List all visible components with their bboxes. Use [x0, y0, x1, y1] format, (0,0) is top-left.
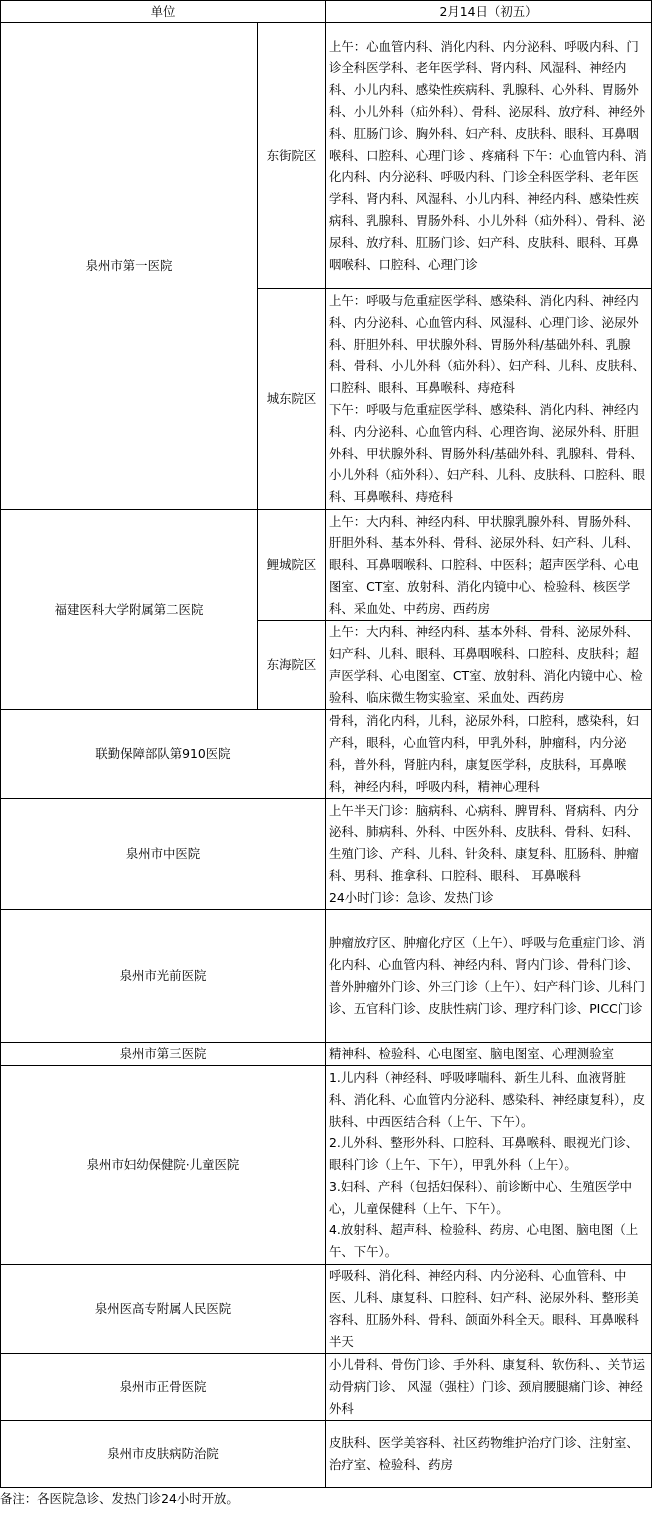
dept-line: 上午：呼吸与危重症医学科、感染科、消化内科、神经内科、内分泌科、心血管内科、风湿科、心理门诊、泌尿外科、肝胆外科、甲状腺外科、胃肠外科/基础外科、乳腺科、骨科、小儿外科（疝外科）、妇产科、儿科、皮肤科、口腔科、眼科、耳鼻喉科、痔疮科: [329, 293, 645, 396]
dept-line: 1.儿内科（神经科、呼吸哮喘科、新生儿科、血液肾脏科、消化科、心血管内分泌科、感染科、神经康复科），皮肤科、中西医结合科（上午、下午）。: [329, 1069, 645, 1129]
dept-line: 精神科、检验科、心电图室、脑电图室、心理测验室: [329, 1046, 614, 1062]
hospital-name: 泉州市皮肤病防治院: [1, 1421, 326, 1488]
department-list: [326, 1265, 652, 1354]
department-list: [326, 510, 652, 621]
hospital-name: 泉州市第三医院: [1, 1043, 326, 1066]
hospital-name: 泉州市光前医院: [1, 910, 326, 1043]
table-row: [1, 23, 652, 289]
table-row: [1, 710, 652, 799]
dept-line: 肿瘤放疗区、肿瘤化疗区（上午）、呼吸与危重症门诊、消化内科、心血管内科、神经内科、肾内门诊、骨科门诊、普外肿瘤外门诊、外三门诊（上午）、妇产科门诊、儿科门诊、五官科门诊、皮肤性病门诊、理疗科门诊、PICC门诊: [329, 935, 645, 1016]
hospital-name: 福建医科大学附属第二医院: [1, 510, 258, 710]
dept-line: 上午：大内科、神经内科、基本外科、骨科、泌尿外科、妇产科、儿科、眼科、耳鼻咽喉科、口腔科、皮肤科；超声医学科、心电图室、CT室、放射科、消化内镜中心、检验科、临床微生物实验室、采血处、西药房: [329, 624, 643, 705]
campus-name: 鲤城院区: [258, 510, 326, 621]
table-row: [1, 910, 652, 1043]
table-row: [1, 510, 652, 621]
department-list: [326, 710, 652, 799]
table-row: [1, 1265, 652, 1354]
department-list: [326, 23, 652, 289]
campus-name: 东海院区: [258, 621, 326, 710]
table-row: [1, 1066, 652, 1265]
table-row: [1, 799, 652, 910]
dept-line: 骨科，消化内科，儿科，泌尿外科，口腔科，感染科，妇产科，眼科，心血管内科，甲乳外科，肿瘤科，内分泌科，普外科，肾脏内科，康复医学科，皮肤科，耳鼻喉科，神经内科，呼吸内科，精神心理科: [329, 713, 639, 794]
hospital-name: 联勤保障部队第910医院: [1, 710, 326, 799]
header-row: [1, 1, 652, 23]
dept-line: 24小时门诊：急诊、发热门诊: [329, 889, 494, 905]
hospital-name: 泉州市正骨医院: [1, 1354, 326, 1421]
table-row: [1, 1354, 652, 1421]
dept-line: 皮肤科、医学美容科、社区药物维护治疗门诊、注射室、治疗室、检验科、药房: [329, 1435, 639, 1472]
department-list: [326, 910, 652, 1043]
dept-line: 2.儿外科、整形外科、口腔科、耳鼻喉科、眼视光门诊、眼科门诊（上午、下午），甲乳外科（上午）。: [329, 1135, 639, 1173]
dept-line: 上午：大内科、神经内科、甲状腺乳腺外科、胃肠外科、肝胆外科、基本外科、骨科、泌尿外科、妇产科、儿科、眼科、耳鼻咽喉科、口腔科、中医科；超声医学科、心电图室、CT室、放射科、消化内镜中心、检验科、核医学科、采血处、中药房、西药房: [329, 513, 639, 616]
header-unit: 单位: [1, 1, 326, 23]
dept-line: 下午：呼吸与危重症医学科、感染科、消化内科、神经内科、内分泌科、心血管内科、心理咨询、泌尿外科、肝胆外科、甲状腺外科、胃肠外科/基础外科、乳腺科、骨科、小儿外科（疝外科）、妇产科、儿科、皮肤科、口腔科、眼科、耳鼻喉科、痔疮科: [329, 402, 645, 505]
dept-line: 上午：心血管内科、消化内科、内分泌科、呼吸内科、门诊全科医学科、老年医学科、肾内科、风湿科、神经内科、小儿内科、感染性疾病科、乳腺科、心外科、胃肠外科、小儿外科（疝外科）、骨科、泌尿科、放疗科、神经外科、肛肠门诊、胸外科、妇产科、皮肤科、眼科、耳鼻咽喉科、口腔科、心理门诊 、疼痛科 下午：心血管内科、消化内科、内分泌科、呼吸内科、门诊全科医学科、老年医学科、肾内科、风湿科、小儿内科、神经内科、感染性疾病科、乳腺科、胃肠外科、小儿外科（疝外科）、骨科、泌尿科、放疗科、肛肠门诊、妇产科、皮肤科、眼科、耳鼻咽喉科、口腔科、心理门诊: [329, 38, 647, 272]
header-date: 2月14日（初五）: [326, 1, 652, 23]
department-list: [326, 1421, 652, 1488]
department-list: [326, 621, 652, 710]
footnote: 备注：各医院急诊、发热门诊24小时开放。: [0, 1491, 239, 1506]
hospital-name: 泉州医高专附属人民医院: [1, 1265, 326, 1354]
table-row: [1, 1421, 652, 1488]
hospital-name: 泉州市中医院: [1, 799, 326, 910]
department-list: [326, 1043, 652, 1066]
dept-line: 上午半天门诊：脑病科、心病科、脾胃科、肾病科、内分泌科、肺病科、外科、中医外科、皮肤科、骨科、妇科、生殖门诊、产科、儿科、针灸科、康复科、肛肠科、肿瘤科、男科、推拿科、口腔科、眼科、 耳鼻喉科: [329, 802, 639, 883]
dept-line: 3.妇科、产科（包括妇保科）、前诊断中心、生殖医学中心，儿童保健科（上午、下午）。: [329, 1178, 632, 1216]
dept-line: 小儿骨科、骨伤门诊、手外科、康复科、软伤科、、关节运动骨病门诊、 风湿（强柱）门诊、颈肩腰腿痛门诊、神经外科: [329, 1357, 645, 1416]
department-list: [326, 799, 652, 910]
hospital-name: 泉州市第一医院: [1, 23, 258, 510]
dept-line: 呼吸科、消化科、神经内科、内分泌科、心血管科、中医、儿科、康复科、口腔科、妇产科、泌尿外科、整形美容科、肛肠外科、骨科、颌面外科全天。眼科、耳鼻喉科半天: [329, 1268, 639, 1349]
dept-line: 4.放射科、超声科、检验科、药房、心电图、脑电图（上午、下午）。: [329, 1222, 639, 1260]
hospital-name: 泉州市妇幼保健院·儿童医院: [1, 1066, 326, 1265]
department-list: [326, 289, 652, 510]
campus-name: 东街院区: [258, 23, 326, 289]
department-list: [326, 1354, 652, 1421]
campus-name: 城东院区: [258, 289, 326, 510]
department-list: [326, 1066, 652, 1265]
table-row: [1, 1043, 652, 1066]
